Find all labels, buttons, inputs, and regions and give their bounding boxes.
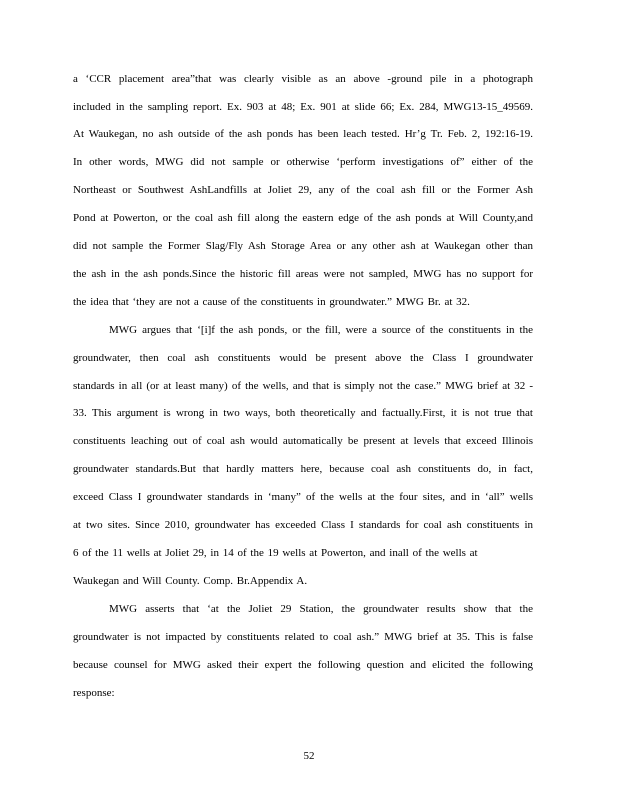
text-line: Pond at Powerton, or the coal ash fill along the eastern edge of the ash ponds at Will County,and	[73, 212, 533, 224]
page-number: 52	[303, 750, 315, 762]
text-line: 6 of the 11 wells at Joliet 29, in 14 of the 19 wells at Powerton, and inall of the wells at	[73, 547, 478, 559]
text-line: Waukegan and Will County. Comp. Br.Appendix A.	[73, 575, 308, 587]
text-line: because counsel for MWG asked their expert the following question and elicited the following	[73, 659, 533, 671]
text-line: groundwater standards.But that hardly matters here, because coal ash constituents do, in fact,	[73, 463, 533, 475]
text-line: 33. This argument is wrong in two ways, both theoretically and factually.First, it is not true that	[73, 407, 533, 419]
paragraph-start-line: MWG asserts that ‘at the Joliet 29 Station, the groundwater results show that the	[109, 603, 533, 615]
text-line: standards in all (or at least many) of the wells, and that is simply not the case.” MWG brief at 32 -	[73, 380, 533, 392]
text-line: the idea that ‘they are not a cause of the constituents in groundwater.” MWG Br. at 32.	[73, 296, 470, 308]
text-line: In other words, MWG did not sample or otherwise ‘perform investigations of” either of the	[73, 156, 533, 168]
text-line: did not sample the Former Slag/Fly Ash Storage Area or any other ash at Waukegan other than	[73, 240, 533, 252]
text-line: the ash in the ash ponds.Since the historic fill areas were not sampled, MWG has no support for	[73, 268, 533, 280]
text-line: groundwater, then coal ash constituents would be present above the Class I groundwater	[73, 352, 533, 364]
text-line: exceed Class I groundwater standards in ‘many” of the wells at the four sites, and in ‘all” wells	[73, 491, 533, 503]
text-line: groundwater is not impacted by constituents related to coal ash.” MWG brief at 35. This is false	[73, 631, 533, 643]
text-line: a ‘CCR placement area”that was clearly visible as an above -ground pile in a photograph	[73, 73, 533, 85]
text-line: included in the sampling report. Ex. 903 at 48; Ex. 901 at slide 66; Ex. 284, MWG13-15_49569.	[73, 101, 533, 113]
text-line: Northeast or Southwest AshLandfills at Joliet 29, any of the coal ash fill or the Former Ash	[73, 184, 533, 196]
paragraph-start-line: MWG argues that ‘[i]f the ash ponds, or the fill, were a source of the constituents in the	[109, 324, 533, 336]
text-line: At Waukegan, no ash outside of the ash ponds has been leach tested. Hr’g Tr. Feb. 2, 192:16-19.	[73, 128, 533, 140]
text-line: response:	[73, 687, 115, 699]
text-line: at two sites. Since 2010, groundwater has exceeded Class I standards for coal ash constituents in	[73, 519, 533, 531]
text-line: constituents leaching out of coal ash would automatically be present at levels that exceed Illinois	[73, 435, 533, 447]
